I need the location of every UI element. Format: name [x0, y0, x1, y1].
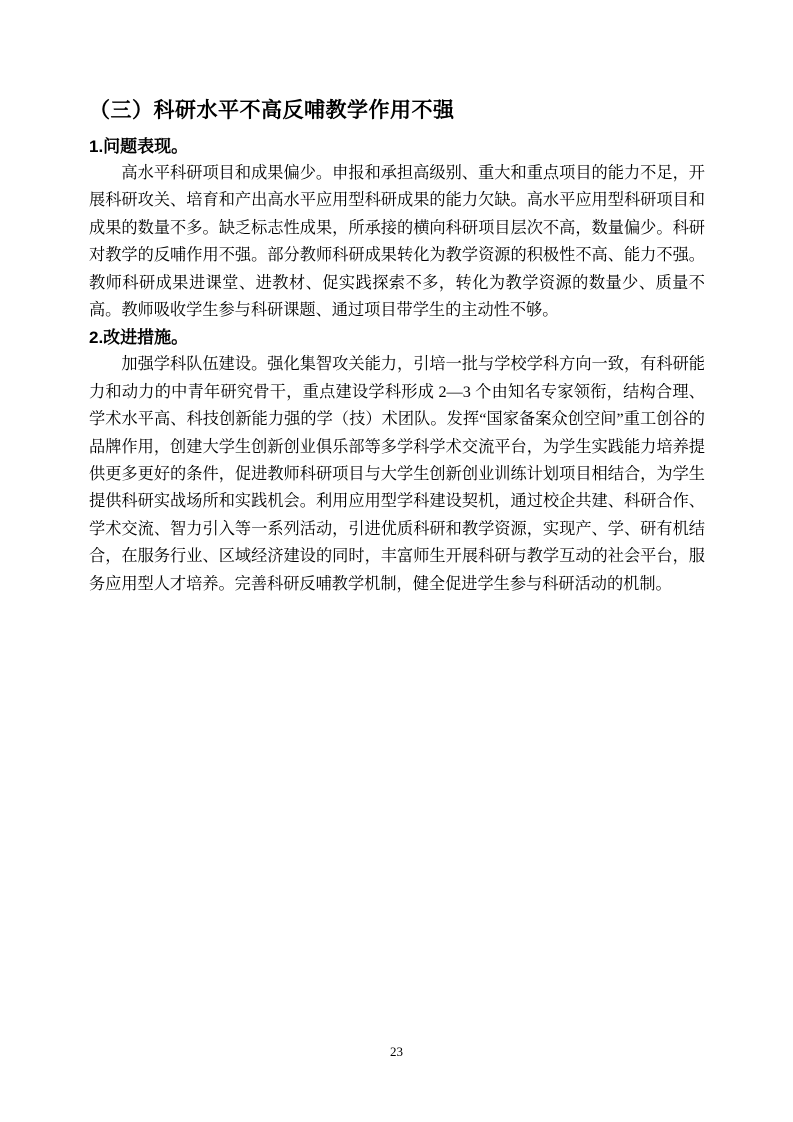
section-heading: （三）科研水平不高反哺教学作用不强: [89, 99, 455, 122]
page-number: 23: [390, 1044, 403, 1059]
subsection-title-problems: 1.问题表现。: [89, 137, 189, 156]
paragraph-measures: 加强学科队伍建设。强化集智攻关能力，引培一批与学校学科方向一致，有科研能力和动力的中青年研究骨干，重点建设学科形成 2—3 个由知名专家领衔，结构合理、学术水平高、科技创新能力强的学（技）术团队。发挥“国家备案众创空间”重工创谷的品牌作用，创建大学生创新创业俱乐部等多学科学术交流平台，为学生实践能力培养提供更多更好的条件，促进教师科研项目与大学生创新创业训练计划项目相结合，为学生提供科研实战场所和实践机会。利用应用型学科建设契机，通过校企共建、科研合作、学术交流、智力引入等一系列活动，引进优质科研和教学资源，实现产、学、研有机结合，在服务行业、区域经济建设的同时，丰富师生开展科研与教学互动的社会平台，服务应用型人才培养。完善科研反哺教学机制，健全促进学生参与科研活动的机制。: [89, 355, 705, 593]
subsection-title-measures: 2.改进措施。: [89, 328, 189, 348]
paragraph-problems: 高水平科研项目和成果偏少。申报和承担高级别、重大和重点项目的能力不足，开展科研攻关、培育和产出高水平应用型科研成果的能力欠缺。高水平应用型科研项目和成果的数量不多。缺乏标志性成果，所承接的横向科研项目层次不高，数量偏少。科研对教学的反哺作用不强。部分教师科研成果转化为教学资源的积极性不高、能力不强。教师科研成果进课堂、进教材、促实践探索不多，转化为教学资源的数量少、质量不高。教师吸收学生参与科研课题、通过项目带学生的主动性不够。: [89, 164, 705, 320]
document-content: [89, 96, 705, 598]
